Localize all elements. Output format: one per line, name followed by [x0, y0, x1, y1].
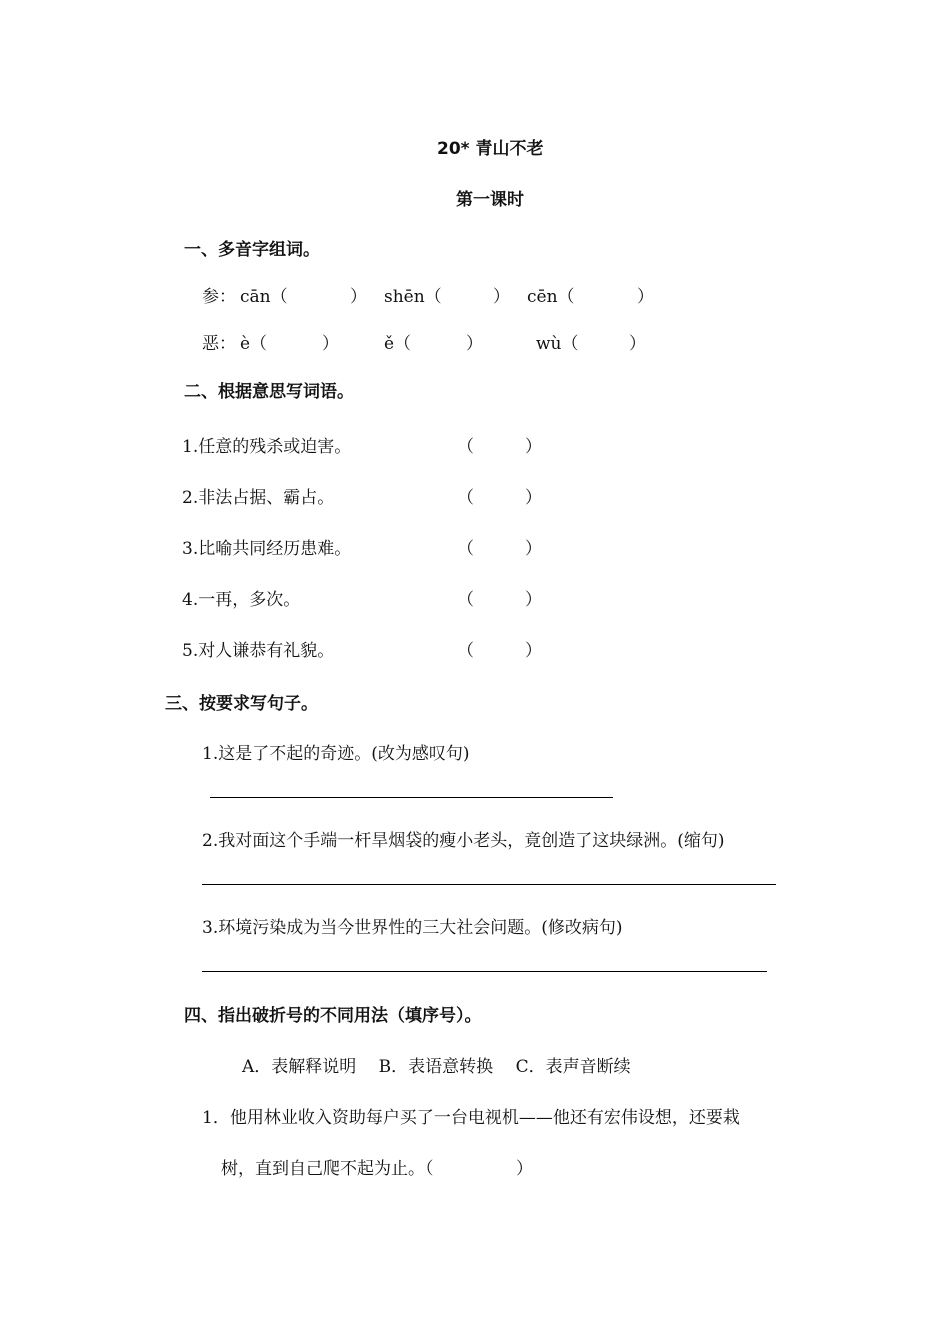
pinyin-cen-close: ）	[637, 287, 654, 307]
answer-paren-close-3: ）	[525, 539, 542, 559]
dash-question-1-line-2: 树，直到自己爬不起为止。（	[221, 1159, 434, 1179]
definition-item-3: 3.比喻共同经历患难。	[182, 539, 352, 559]
dash-question-1-paren-close: ）	[516, 1159, 533, 1179]
answer-paren-open-3: （	[457, 539, 474, 559]
definition-item-4: 4.一再，多次。	[182, 590, 301, 610]
definition-item-5: 5.对人谦恭有礼貌。	[182, 641, 335, 661]
sentence-task-2: 2.我对面这个手端一杆旱烟袋的瘦小老头，竟创造了这块绿洲。(缩句)	[202, 831, 725, 851]
answer-line-1[interactable]	[210, 797, 613, 798]
section-1-heading: 一、多音字组词。	[184, 240, 320, 260]
page-title: 20* 青山不老	[437, 139, 544, 159]
pinyin-e3-close: ）	[466, 334, 483, 354]
pinyin-shen-open: shēn（	[384, 287, 442, 307]
sentence-task-3: 3.环境污染成为当今世界性的三大社会问题。(修改病句)	[202, 918, 623, 938]
polyphone-char-can: 参：	[202, 287, 236, 307]
pinyin-can-close: ）	[350, 287, 367, 307]
answer-paren-close-1: ）	[525, 437, 542, 457]
section-4-heading: 四、指出破折号的不同用法（填序号）。	[184, 1006, 482, 1026]
section-3-heading: 三、按要求写句子。	[165, 694, 318, 714]
definition-item-2: 2.非法占据、霸占。	[182, 488, 335, 508]
answer-paren-close-5: ）	[525, 641, 542, 661]
section-2-heading: 二、根据意思写词语。	[184, 382, 354, 402]
sentence-task-1: 1.这是了不起的奇迹。(改为感叹句)	[202, 744, 470, 764]
dash-question-1-line-1: 1．他用林业收入资助每户买了一台电视机——他还有宏伟设想，还要栽	[202, 1108, 740, 1128]
pinyin-wu-open: wù（	[536, 334, 579, 354]
pinyin-e4-open: è（	[240, 334, 268, 354]
polyphone-char-e: 恶：	[202, 334, 236, 354]
lesson-subtitle: 第一课时	[456, 190, 524, 210]
pinyin-wu-close: ）	[629, 334, 646, 354]
answer-line-2[interactable]	[202, 884, 776, 885]
answer-paren-open-2: （	[457, 488, 474, 508]
pinyin-cen-open: cēn（	[527, 287, 575, 307]
answer-paren-open-1: （	[457, 437, 474, 457]
answer-paren-close-2: ）	[525, 488, 542, 508]
answer-paren-close-4: ）	[525, 590, 542, 610]
definition-item-1: 1.任意的残杀或迫害。	[182, 437, 352, 457]
pinyin-shen-close: ）	[493, 287, 510, 307]
pinyin-e3-open: ě（	[384, 334, 412, 354]
answer-line-3[interactable]	[202, 971, 767, 972]
pinyin-can-open: cān（	[240, 287, 288, 307]
pinyin-e4-close: ）	[322, 334, 339, 354]
answer-paren-open-5: （	[457, 641, 474, 661]
dash-usage-options: A．表解释说明 B．表语意转换 C．表声音断续	[242, 1057, 631, 1077]
answer-paren-open-4: （	[457, 590, 474, 610]
